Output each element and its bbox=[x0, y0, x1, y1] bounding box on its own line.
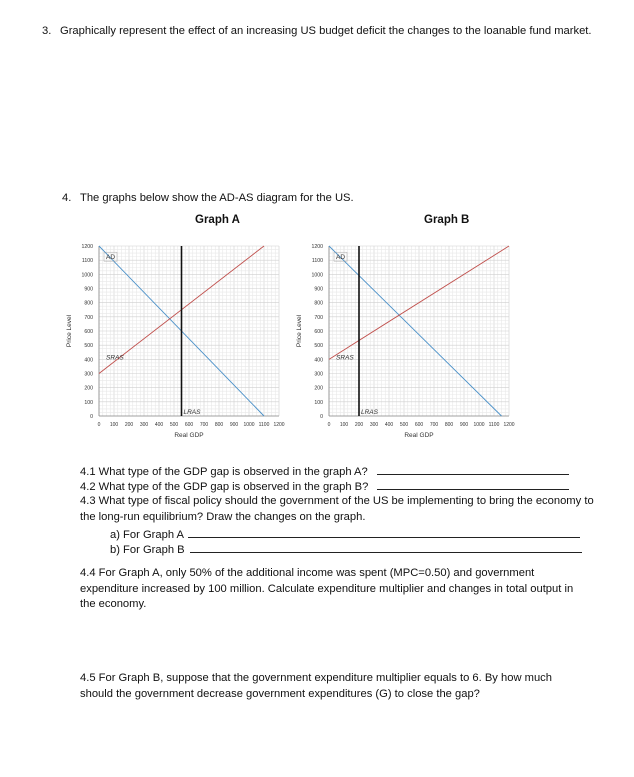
graph-a-x-tick-label: 300 bbox=[139, 422, 149, 428]
graph-a-x-tick-label: 0 bbox=[97, 422, 101, 428]
graph-a-x-tick-label: 400 bbox=[154, 422, 164, 428]
graph-b-title: Graph B bbox=[424, 214, 470, 226]
graph-b-x-tick-label: 300 bbox=[369, 422, 379, 428]
graph-b-x-tick-label: 1100 bbox=[488, 422, 500, 428]
question-4-4 bbox=[80, 566, 580, 613]
graph-a-sras-label: SRAS bbox=[106, 354, 124, 362]
graph-b-x-tick-label: 200 bbox=[354, 422, 364, 428]
graph-a-x-tick-label: 900 bbox=[229, 422, 239, 428]
graph-a-y-tick-label: 200 bbox=[84, 385, 93, 392]
question-4-3 bbox=[80, 494, 600, 525]
graph-b-y-tick-label: 700 bbox=[314, 314, 323, 321]
graph-a-x-tick-label: 100 bbox=[109, 422, 119, 428]
graph-b-x-tick-label: 100 bbox=[339, 422, 349, 428]
graph-a-lras-label: LRAS bbox=[183, 409, 201, 416]
graph-b-x-tick-label: 600 bbox=[414, 422, 424, 428]
question-4-5 bbox=[80, 671, 580, 702]
question-4-2 bbox=[80, 478, 610, 496]
answer-line-4-3-a[interactable] bbox=[188, 526, 580, 538]
answer-line-4-2[interactable] bbox=[377, 478, 569, 490]
graph-a-title: Graph A bbox=[195, 214, 240, 226]
graph-b-x-tick-label: 400 bbox=[384, 422, 394, 428]
graph-a-y-tick-label: 800 bbox=[84, 300, 93, 307]
question-4-3-text: 4.3 What type of fiscal policy should the government of the US be implementing to bring the economy to the long-run equilibrium? Draw the changes on the graph. bbox=[80, 495, 594, 523]
question-4-3-b-text: b) For Graph B bbox=[110, 544, 185, 556]
graph-a-x-tick-label: 1200 bbox=[273, 422, 285, 428]
graph-a-y-tick-label: 900 bbox=[84, 286, 93, 293]
question-4-number: 4. bbox=[62, 192, 72, 204]
graph-b-y-tick-label: 200 bbox=[314, 385, 323, 392]
answer-line-4-1[interactable] bbox=[377, 463, 569, 475]
graph-b-y-tick-label: 600 bbox=[314, 329, 323, 335]
graph-a-x-axis-label: Real GDP bbox=[174, 432, 204, 439]
graph-a-x-tick-label: 800 bbox=[214, 422, 224, 428]
answer-line-4-3-b[interactable] bbox=[190, 541, 582, 553]
graph-b-y-tick-label: 1000 bbox=[311, 272, 323, 279]
question-4-text: The graphs below show the AD-AS diagram for the US. bbox=[80, 192, 354, 204]
graph-b-x-tick-label: 800 bbox=[444, 422, 454, 428]
graph-a-ad-label: AD bbox=[106, 254, 116, 262]
question-4-4-text: 4.4 For Graph A, only 50% of the additional income was spent (MPC=0.50) and government expenditure increased by 100 million. Calculate expenditure multiplier and changes in total output in the economy. bbox=[80, 567, 574, 610]
graph-a-x-tick-label: 1000 bbox=[243, 422, 255, 428]
graph-b-ad-label: AD bbox=[336, 254, 346, 262]
graph-b-x-tick-label: 500 bbox=[399, 422, 409, 428]
graph-b-y-tick-label: 900 bbox=[314, 286, 323, 293]
graph-a-y-tick-label: 400 bbox=[84, 357, 93, 364]
question-3-number: 3. bbox=[42, 25, 52, 37]
graph-a-y-tick-label: 1000 bbox=[81, 272, 93, 279]
graph-a-y-axis-label: Price Level bbox=[66, 314, 73, 348]
question-4-3-a-text: a) For Graph A bbox=[110, 529, 184, 541]
graph-b-sras-label: SRAS bbox=[336, 354, 354, 362]
graph-b-y-tick-label: 100 bbox=[314, 399, 323, 406]
graph-a-y-tick-label: 300 bbox=[84, 371, 93, 378]
graph-a-y-tick-label: 500 bbox=[84, 343, 93, 350]
graph-a-x-tick-label: 600 bbox=[184, 422, 194, 428]
graph-b-y-axis-label: Price Level bbox=[296, 314, 303, 348]
graph-b-x-tick-label: 1000 bbox=[473, 422, 485, 428]
question-4-3-b bbox=[110, 541, 582, 559]
question-4-2-text: 4.2 What type of the GDP gap is observed in the graph B? bbox=[80, 481, 369, 493]
graph-b-x-axis-label: Real GDP bbox=[404, 432, 434, 439]
graph-b-lras-label: LRAS bbox=[361, 409, 378, 416]
graph-a-x-tick-label: 1100 bbox=[258, 422, 270, 428]
graph-a-y-tick-label: 100 bbox=[84, 399, 93, 406]
graph-a-y-tick-label: 1100 bbox=[81, 258, 93, 265]
graph-a-y-tick-label: 0 bbox=[90, 414, 93, 420]
question-4-5-text: 4.5 For Graph B, suppose that the government expenditure multiplier equals to 6. By how much should the government decrease government expenditures (G) to close the gap? bbox=[80, 672, 552, 700]
graph-b-x-tick-label: 700 bbox=[429, 422, 439, 428]
graph-a-chart bbox=[58, 238, 288, 448]
graph-a-x-tick-label: 700 bbox=[199, 422, 209, 428]
graph-b-y-tick-label: 800 bbox=[314, 300, 323, 307]
question-3-text: Graphically represent the effect of an increasing US budget deficit the changes to the loanable fund market. bbox=[60, 25, 592, 37]
graph-b-y-tick-label: 400 bbox=[314, 357, 323, 364]
graph-b-y-tick-label: 0 bbox=[320, 414, 323, 420]
graph-b-x-tick-label: 0 bbox=[327, 422, 331, 428]
graph-b-x-tick-label: 1200 bbox=[503, 422, 515, 428]
graph-b-y-tick-label: 1100 bbox=[311, 258, 323, 265]
question-4-1-text: 4.1 What type of the GDP gap is observed in the graph A? bbox=[80, 466, 368, 478]
graph-b-x-tick-label: 900 bbox=[459, 422, 469, 428]
graph-a-y-tick-label: 1200 bbox=[81, 244, 93, 250]
graph-a-y-tick-label: 700 bbox=[84, 314, 93, 321]
graph-b-y-tick-label: 300 bbox=[314, 371, 323, 378]
graph-b-y-tick-label: 1200 bbox=[311, 244, 323, 250]
graph-b-chart bbox=[288, 238, 518, 448]
graph-a-x-tick-label: 200 bbox=[124, 422, 134, 428]
graph-a-y-tick-label: 600 bbox=[84, 329, 93, 335]
graph-b-y-tick-label: 500 bbox=[314, 343, 323, 350]
graph-a-x-tick-label: 500 bbox=[169, 422, 179, 428]
